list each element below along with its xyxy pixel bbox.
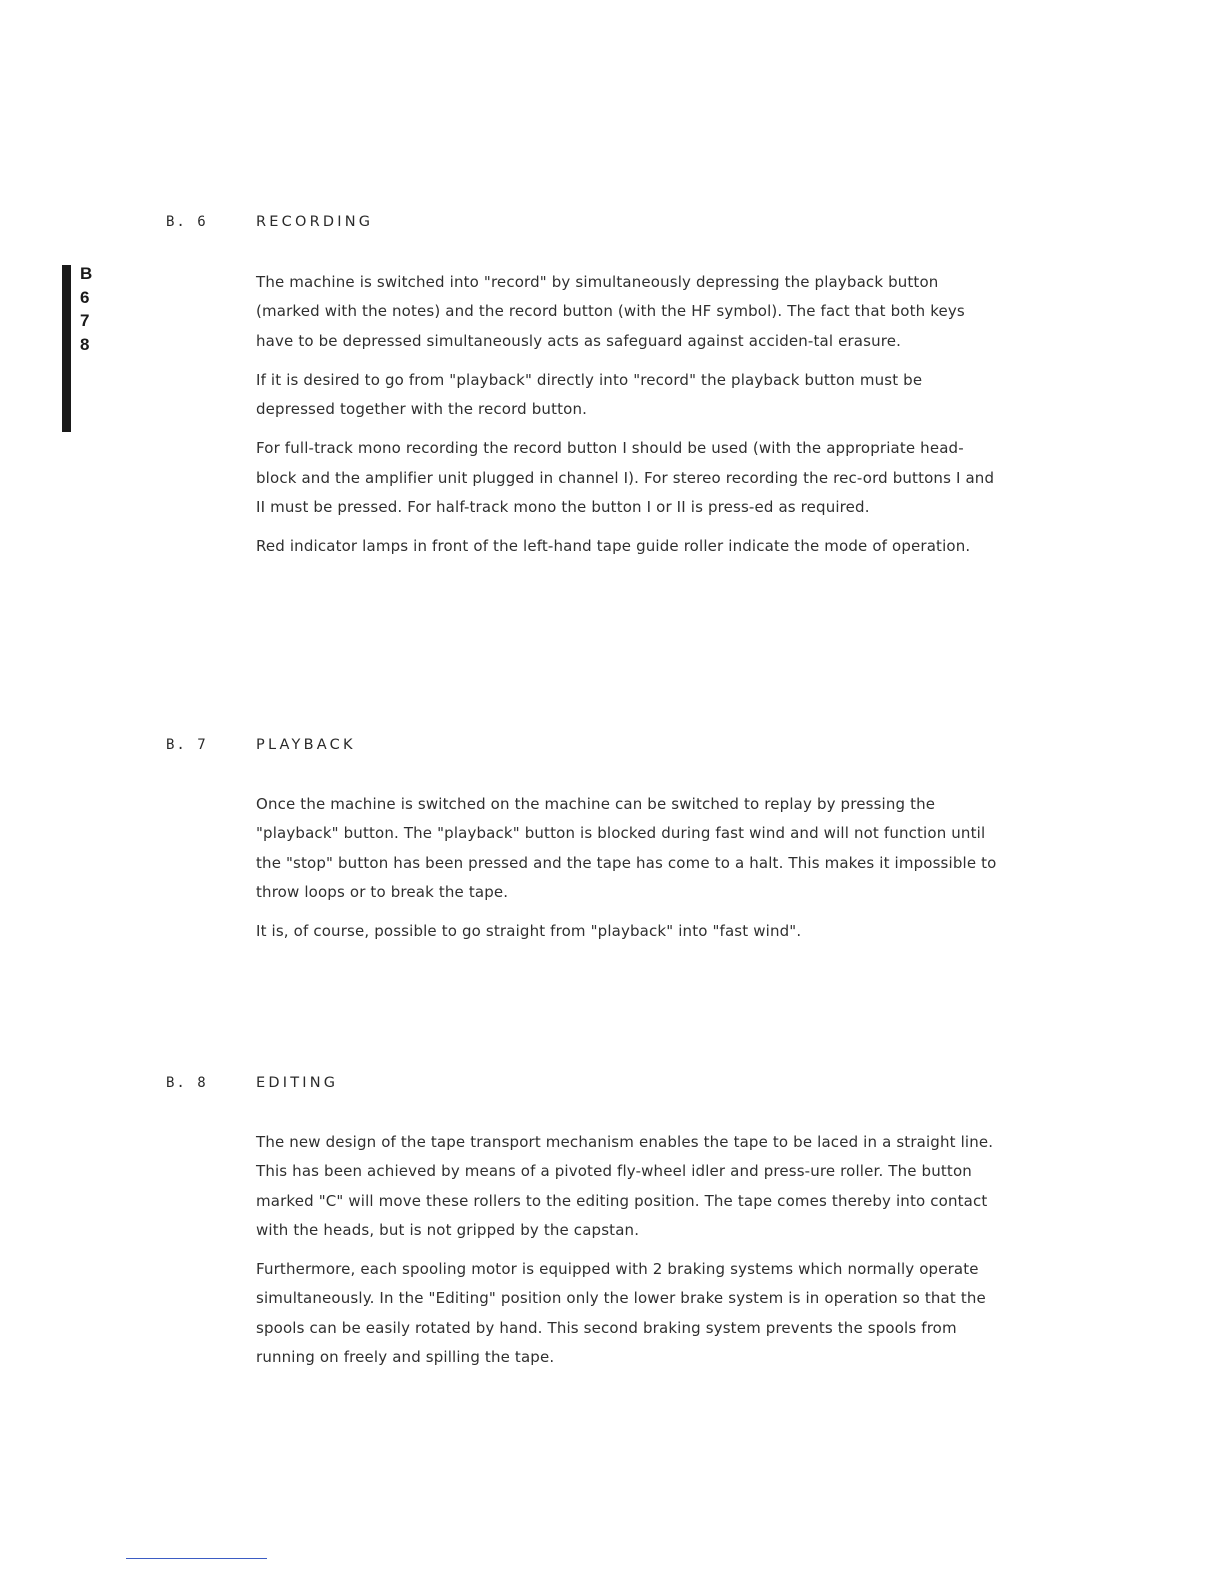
paragraph: Furthermore, each spooling motor is equipped with 2 braking systems which normally operate simultaneously. In the "Editing" position only the lower brake system is in operation so that the spools can be easily rotated by hand. This second braking system prevents the spools from running on freely and spilling the tape. <box>256 1260 986 1367</box>
section-number: B. 7 <box>166 737 208 753</box>
paragraph: If it is desired to go from "playback" directly into "record" the playback button must be depressed together with the record button. <box>256 370 923 419</box>
section-body-editing <box>256 1128 1001 1382</box>
paragraph: The new design of the tape transport mechanism enables the tape to be laced in a straight line. This has been achieved by means of a pivoted fly-wheel idler and press-ure roller. The button marked "C" will move these rollers to the editing position. The tape comes thereby into contact with the heads, but is not gripped by the capstan. <box>256 1133 994 1239</box>
section-number: B. 8 <box>166 1075 208 1091</box>
paragraph: For full-track mono recording the record button I should be used (with the appropriate head-block and the amplifier unit plugged in channel I). For stereo recording the rec-ord buttons I and II must be pressed. For half-track mono the button I or II is press-ed as required. <box>256 439 995 517</box>
section-title: RECORDING <box>256 214 374 230</box>
section-number: B. 6 <box>166 214 208 230</box>
footer-rule <box>126 1558 267 1559</box>
index-label: 6 <box>80 287 90 307</box>
section-title: PLAYBACK <box>256 737 356 753</box>
paragraph: It is, of course, possible to go straight from "playback" into "fast wind". <box>256 922 802 941</box>
paragraph: The machine is switched into "record" by simultaneously depressing the playback button (marked with the notes) and the record button (with the HF symbol). The fact that both keys have to be depressed simultaneously acts as safeguard against acciden-tal erasure. <box>256 273 965 350</box>
section-title: EDITING <box>256 1075 339 1091</box>
index-label: 8 <box>80 334 90 354</box>
section-body-recording <box>256 268 1001 572</box>
section-index-bar <box>62 265 71 432</box>
index-label: B <box>80 264 93 283</box>
paragraph: Red indicator lamps in front of the left-hand tape guide roller indicate the mode of operation. <box>256 537 971 556</box>
paragraph: Once the machine is switched on the machine can be switched to replay by pressing the "playback" button. The "playback" button is blocked during fast wind and will not function until the "stop" button has been pressed and the tape has come to a halt. This makes it impossible to throw loops or to break the tape. <box>256 795 997 901</box>
section-index-labels <box>80 262 100 356</box>
section-body-playback <box>256 790 1001 956</box>
index-label: 7 <box>80 311 90 330</box>
